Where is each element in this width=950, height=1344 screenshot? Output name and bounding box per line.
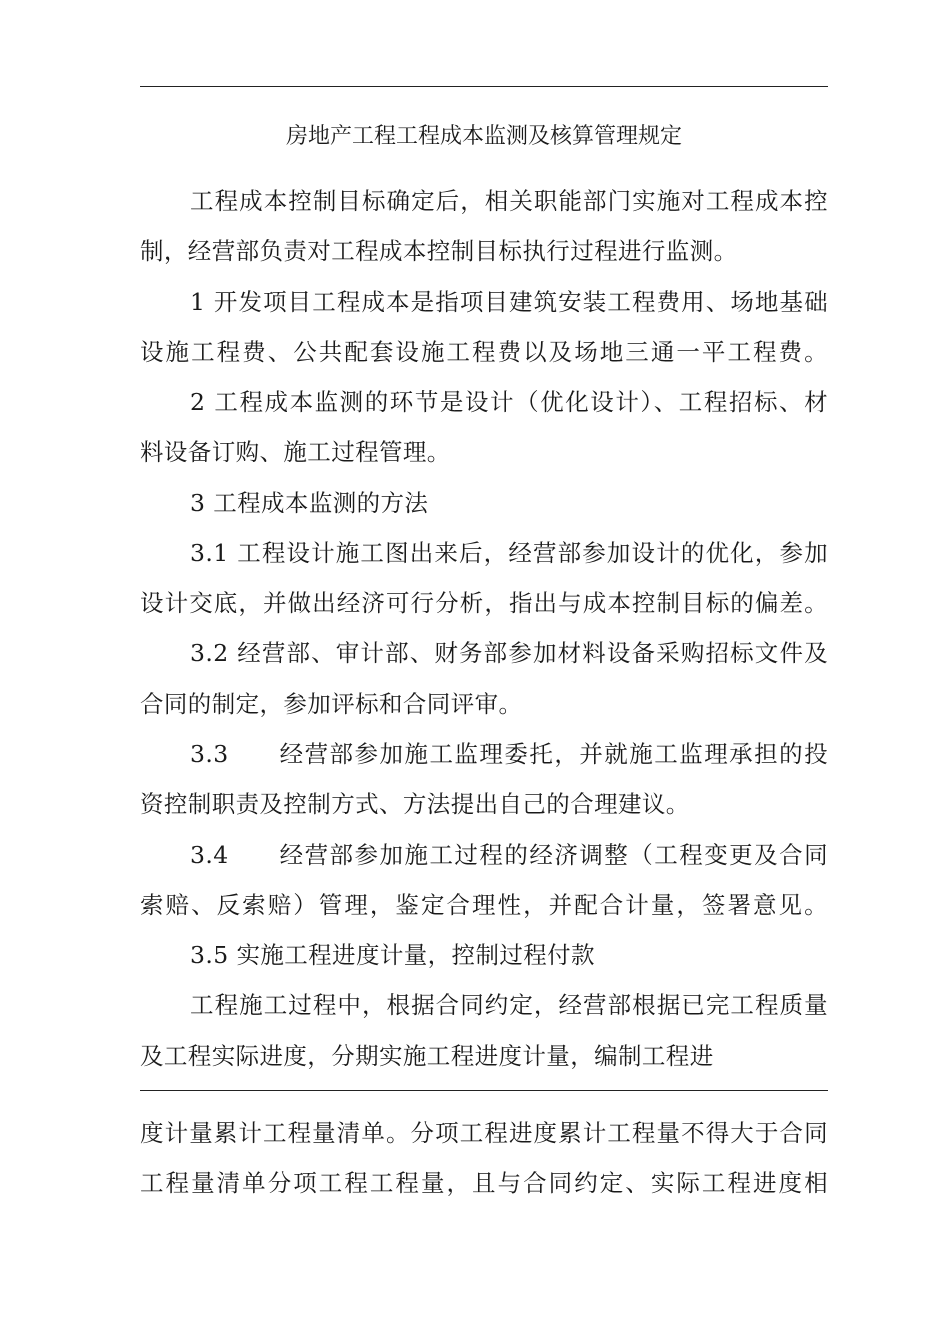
paragraph-line: 设施工程费、公共配套设施工程费以及场地三通一平工程费。 (140, 338, 828, 366)
paragraph-line: 3.1 工程设计施工图出来后，经营部参加设计的优化，参加 (190, 539, 828, 567)
paragraph-line: 工程成本控制目标确定后，相关职能部门实施对工程成本控 (190, 187, 828, 215)
paragraph-line: 资控制职责及控制方式、方法提出自己的合理建议。 (140, 790, 690, 818)
paragraph-line: 2 工程成本监测的环节是设计（优化设计）、工程招标、材 (190, 388, 828, 416)
section-heading: 3 工程成本监测的方法 (190, 489, 429, 517)
paragraph-line: 工程量清单分项工程工程量，且与合同约定、实际工程进度相 (140, 1169, 828, 1197)
paragraph-line: 1 开发项目工程成本是指项目建筑安装工程费用、场地基础 (190, 288, 828, 316)
paragraph-line: 及工程实际进度，分期实施工程进度计量，编制工程进 (140, 1042, 714, 1070)
paragraph-line: 3.4 经营部参加施工过程的经济调整（工程变更及合同 (190, 841, 828, 869)
header-rule (140, 86, 828, 87)
paragraph-line: 3.3 经营部参加施工监理委托，并就施工监理承担的投 (190, 740, 828, 768)
section-heading: 3.5 实施工程进度计量，控制过程付款 (190, 941, 595, 969)
page-break-rule (140, 1090, 828, 1091)
paragraph-line: 料设备订购、施工过程管理。 (140, 438, 451, 466)
paragraph-line: 索赔、反索赔）管理，鉴定合理性，并配合计量，签署意见。 (140, 891, 828, 919)
paragraph-line: 设计交底，并做出经济可行分析，指出与成本控制目标的偏差。 (140, 589, 828, 617)
paragraph-line: 度计量累计工程量清单。分项工程进度累计工程量不得大于合同 (140, 1119, 828, 1147)
paragraph-line: 制，经营部负责对工程成本控制目标执行过程进行监测。 (140, 237, 738, 265)
document-title: 房地产工程工程成本监测及核算管理规定 (285, 124, 682, 149)
paragraph-line: 合同的制定，参加评标和合同评审。 (140, 690, 523, 718)
paragraph-line: 工程施工过程中，根据合同约定，经营部根据已完工程质量 (190, 991, 828, 1019)
paragraph-line: 3.2 经营部、审计部、财务部参加材料设备采购招标文件及 (190, 639, 828, 667)
